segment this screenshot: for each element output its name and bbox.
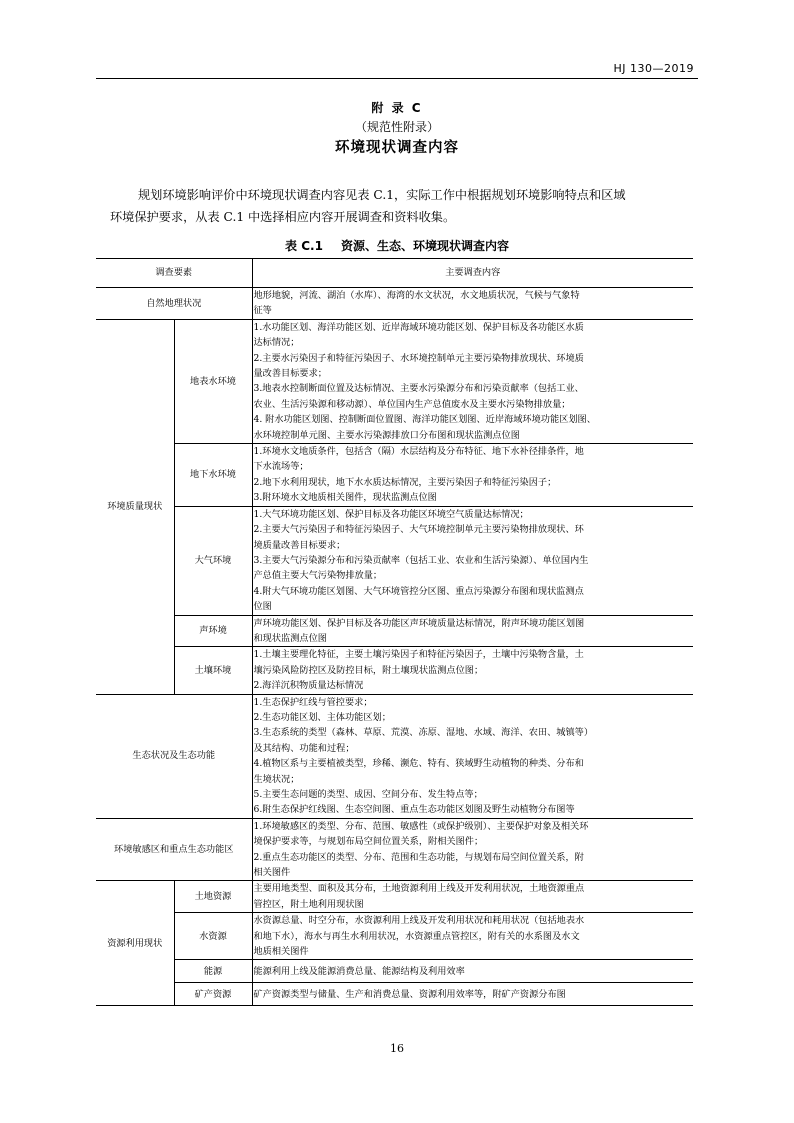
content-line: 量改善目标要求；: [253, 368, 327, 380]
sub-label-noise: 声环境: [174, 615, 252, 647]
row-label-sensitive: 环境敏感区和重点生态功能区: [96, 818, 252, 881]
row-content-air: [252, 506, 693, 615]
content-line: 6.附生态保护红线图、生态空间图、重点生态功能区划图及野生动植物分布图等: [253, 804, 575, 816]
content-line: 1.土壤主要理化特征，主要土壤污染因子和特征污染因子，土壤中污染物含量，土: [253, 649, 584, 661]
content-line: 3.附环境水文地质相关图件，现状监测点位图: [253, 492, 437, 504]
row-content-natural: [252, 288, 693, 320]
sub-label-energy: 能源: [174, 960, 252, 983]
sub-label-mineral: 矿产资源: [174, 983, 252, 1006]
content-line: 征等: [253, 305, 272, 317]
content-line: 地形地貌，河流、湖泊（水库）、海湾的水文状况，水文地质状况，气候与气象特: [253, 290, 580, 301]
content-line: 水环境控制单元图、主要水污染源排放口分布图和现状监测点位图: [253, 429, 520, 441]
sub-label-land: 土地资源: [174, 881, 252, 913]
intro-paragraph: [110, 184, 688, 228]
table-row-water-resource: [96, 913, 693, 960]
row-label-ecology: 生态状况及生态功能: [96, 694, 252, 818]
table-caption: [0, 237, 794, 254]
sub-label-soil: 土壤环境: [174, 647, 252, 694]
content-line: 生境状况；: [253, 773, 300, 785]
header-cell-factor: 调查要素: [96, 259, 252, 288]
content-line: 和现状监测点位图: [253, 632, 327, 644]
content-line: 2.海洋沉积物质量达标情况: [253, 680, 364, 692]
sub-label-groundwater: 地下水环境: [174, 444, 252, 507]
table-row-ecology: [96, 694, 693, 818]
page-number: 16: [390, 1042, 404, 1055]
content-line: 境质量改善目标要求；: [253, 539, 346, 551]
standard-code: HJ 130—2019: [613, 62, 694, 75]
survey-table: [96, 258, 693, 1006]
content-line: 境保护要求等，与规划布局空间位置关系，附相关图件；: [253, 836, 484, 848]
row-content-surface-water: [252, 319, 693, 443]
content-line: 1.环境水文地质条件，包括含（隔）水层结构及分布特征、地下水补径排条件，地: [253, 446, 584, 458]
content-line: 主要用地类型、面积及其分布，土地资源利用上线及开发利用状况，土地资源重点: [253, 883, 585, 895]
content-line: 3.地表水控制断面位置及达标情况、主要水污染源分布和污染贡献率（包括工业、: [253, 383, 584, 395]
content-line: 位图: [253, 601, 272, 613]
content-line: 1.大气环境功能区划、保护目标及各功能区环境空气质量达标情况；: [253, 508, 529, 520]
content-line: 1.环境敏感区的类型、分布、范围、敏感性（或保护级别）、主要保护对象及相关环: [253, 820, 589, 832]
content-line: 2.重点生态功能区的类型、分布、范围和生态功能，与规划布局空间位置关系，附: [253, 851, 584, 863]
content-line: 声环境功能区划、保护目标及各功能区声环境质量达标情况，附声环境功能区划图: [253, 617, 585, 629]
content-line: 水资源总量、时空分布，水资源利用上线及开发利用状况和耗用状况（包括地表水: [253, 915, 585, 927]
row-content-groundwater: [252, 444, 693, 507]
table-row-land: [96, 881, 693, 913]
intro-line: 环境保护要求，从表 C.1 中选择相应内容开展调查和资料收集。: [110, 210, 456, 224]
row-label-natural: 自然地理状况: [96, 288, 252, 320]
content-line: 4. 附水功能区划图、控制断面位置图、海洋功能区划图、近岸海域环境功能区划图、: [253, 414, 596, 426]
content-line: 2.生态功能区划、主体功能区划；: [253, 711, 391, 723]
content-line: 3.主要大气污染源分布和污染贡献率（包括工业、农业和生活污染源）、单位国内生: [253, 554, 589, 566]
content-line: 管控区，附土地利用现状图: [253, 898, 364, 910]
table-row-groundwater: [96, 444, 693, 507]
table-number: 表 C.1: [285, 239, 323, 253]
content-line: 和地下水），海水与再生水利用状况，水资源重点管控区，附有关的水系图及水文: [253, 930, 580, 942]
row-content-mineral: [252, 983, 693, 1006]
content-line: 农业、生活污染源和移动源）、单位国内生产总值废水及主要水污染物排放量；: [253, 398, 571, 410]
content-line: 4.附大气环境功能区划图、大气环境管控分区图、重点污染源分布图和现状监测点: [253, 585, 584, 597]
content-line: 下水流场等；: [253, 461, 309, 473]
content-line: 达标情况；: [253, 337, 300, 349]
content-line: 及其结构、功能和过程；: [253, 742, 355, 754]
table-row-noise: [96, 615, 693, 647]
table-row-natural: [96, 288, 693, 320]
content-line: 壤污染风险防控区及防控目标，附土壤现状监测点位图；: [253, 664, 484, 676]
table-row-soil: [96, 647, 693, 694]
row-label-resources: 资源利用现状: [96, 881, 174, 1006]
sub-label-surface-water: 地表水环境: [174, 319, 252, 443]
content-line: 相关图件: [253, 867, 291, 879]
content-line: 2.主要大气污染因子和特征污染因子、大气环境控制单元主要污染物排放现状、环: [253, 524, 584, 536]
row-content-ecology: [252, 694, 693, 818]
sub-label-water-resource: 水资源: [174, 913, 252, 960]
content-line: 2.地下水利用现状，地下水水质达标情况，主要污染因子和特征污染因子；: [253, 476, 557, 488]
row-content-water-resource: [252, 913, 693, 960]
sub-label-air: 大气环境: [174, 506, 252, 615]
row-content-sensitive: [252, 818, 693, 881]
content-line: 能源利用上线及能源消费总量、能源结构及利用效率: [253, 965, 465, 977]
content-line: 地质相关图件: [253, 946, 309, 958]
header-rule: [96, 78, 698, 79]
content-line: 4.植物区系与主要植被类型，珍稀、濒危、特有、狭域野生动植物的种类、分布和: [253, 758, 584, 770]
appendix-label: 附 录 C: [371, 101, 423, 115]
content-line: 产总值主要大气污染物排放量；: [253, 570, 383, 582]
appendix-title: 环境现状调查内容: [335, 140, 459, 156]
row-content-energy: [252, 960, 693, 983]
content-line: 5.主要生态问题的类型、成因、空间分布、发生特点等；: [253, 789, 483, 800]
table-header-row: [96, 259, 693, 288]
table-row-surface-water: [96, 319, 693, 443]
appendix-type: （规范性附录）: [354, 120, 439, 134]
row-content-land: [252, 881, 693, 913]
content-line: 3.生态系统的类型（森林、草原、荒漠、冻原、湿地、水域、海洋、农田、城镇等）: [253, 727, 594, 739]
content-line: 矿产资源类型与储量、生产和消费总量、资源利用效率等，附矿产资源分布图: [253, 988, 566, 1000]
content-line: 1.生态保护红线与管控要求；: [253, 696, 373, 708]
table-row-sensitive: [96, 818, 693, 881]
header-cell-content: 主要调查内容: [252, 259, 693, 288]
intro-line: 规划环境影响评价中环境现状调查内容见表 C.1，实际工作中根据规划环境影响特点和区域: [138, 188, 626, 202]
row-label-env-quality: 环境质量现状: [96, 319, 174, 694]
table-row-mineral: [96, 983, 693, 1006]
row-content-soil: [252, 647, 693, 694]
table-title: 资源、生态、环境现状调查内容: [340, 239, 509, 253]
content-line: 1.水功能区划、海洋功能区划、近岸海域环境功能区划、保护目标及各功能区水质: [253, 321, 584, 333]
row-content-noise: [252, 615, 693, 647]
table-row-energy: [96, 960, 693, 983]
content-line: 2.主要水污染因子和特征污染因子、水环境控制单元主要污染物排放现状、环境质: [253, 352, 584, 364]
table-row-air: [96, 506, 693, 615]
